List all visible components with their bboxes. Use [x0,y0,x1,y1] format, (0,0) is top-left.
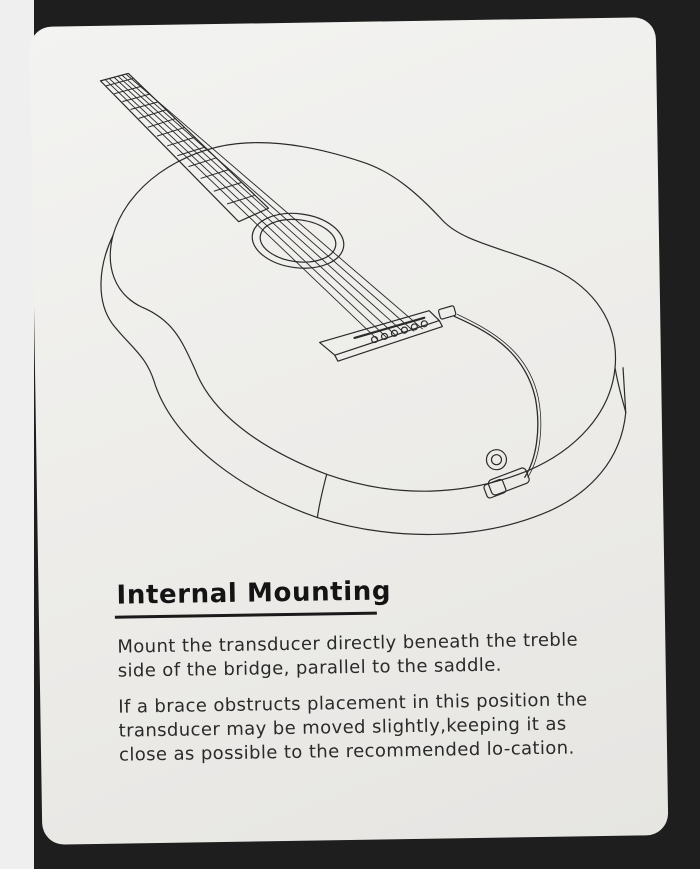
frets [106,76,254,205]
output-jack [483,449,531,499]
left-edge-strip [0,0,34,869]
heading-underline [115,612,377,619]
guitar-body-side [100,228,627,540]
guitar-body-outline [109,137,618,496]
guitar-illustration [30,17,664,567]
instruction-paragraph-2: If a brace obstructs placement in this position the transducer may be moved slightly,keeping it as close as possible to the recommended lo-cation. [118,689,588,766]
transducer [438,305,456,319]
instruction-card [30,17,669,845]
instruction-paragraph-1: Mount the transducer directly beneath the treble side of the bridge, parallel to the saddle. [117,629,579,682]
cable [454,315,538,478]
strings [105,70,422,344]
section-heading: Internal Mounting [116,576,392,611]
